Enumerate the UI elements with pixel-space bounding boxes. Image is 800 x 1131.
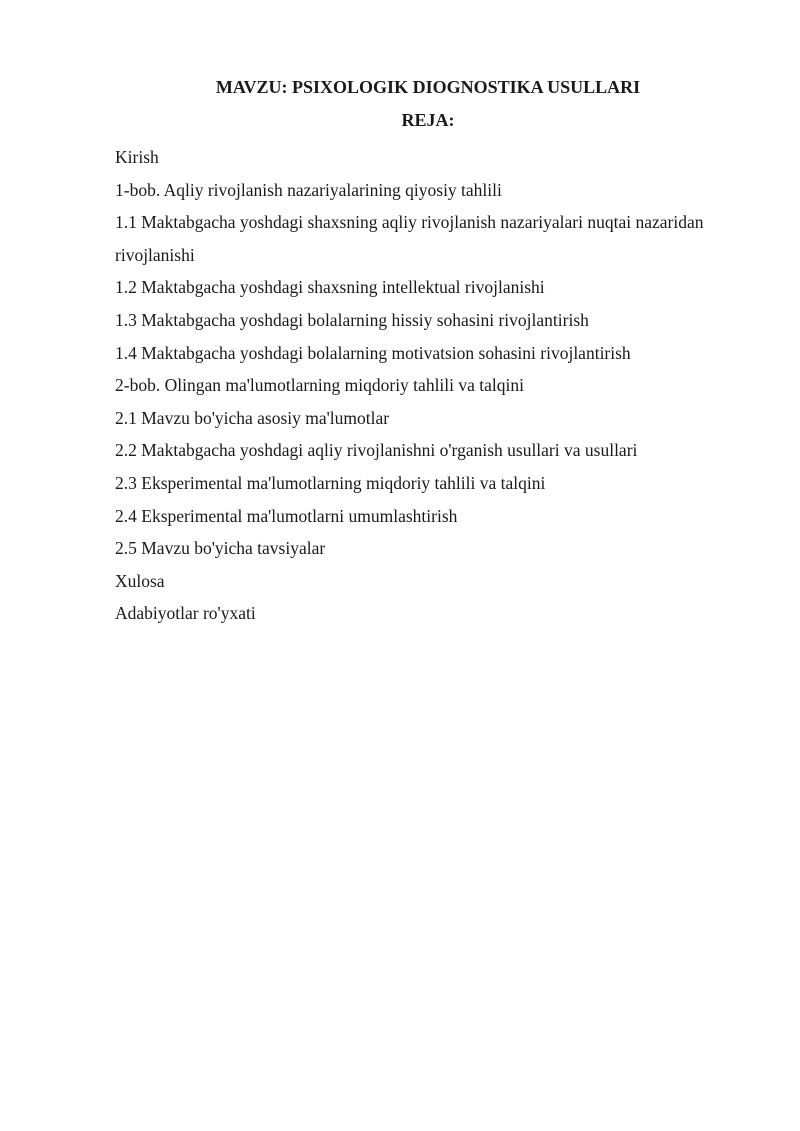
toc-item-2-1: 2.1 Mavzu bo'yicha asosiy ma'lumotlar — [115, 407, 390, 428]
plan-heading: REJA: — [401, 110, 455, 130]
toc-item-1-4: 1.4 Maktabgacha yoshdagi bolalarning motivatsion sohasini rivojlantirish — [115, 342, 631, 363]
toc-item-chapter-1: 1-bob. Aqliy rivojlanish nazariyalarining qiyosiy tahlili — [115, 179, 502, 200]
toc-item-2-3: 2.3 Eksperimental ma'lumotlarning miqdoriy tahlili va talqini — [115, 472, 546, 493]
toc-item-2-2: 2.2 Maktabgacha yoshdagi aqliy rivojlanishni o'rganish usullari va usullari — [115, 440, 638, 461]
toc-item-1-3: 1.3 Maktabgacha yoshdagi bolalarning hissiy sohasini rivojlantirish — [115, 309, 589, 330]
document-title: MAVZU: PSIXOLOGIK DIOGNOSTIKA USULLARI — [215, 77, 641, 97]
toc-item-2-4: 2.4 Eksperimental ma'lumotlarni umumlashtirish — [115, 505, 458, 526]
toc-item-chapter-2: 2-bob. Olingan ma'lumotlarning miqdoriy tahlili va talqini — [115, 375, 524, 396]
toc-item-introduction: Kirish — [115, 147, 159, 167]
toc-item-1-2: 1.2 Maktabgacha yoshdagi shaxsning intellektual rivojlanishi — [115, 277, 545, 298]
toc-item-bibliography: Adabiyotlar ro'yxati — [115, 603, 256, 624]
toc-item-conclusion: Xulosa — [115, 570, 165, 591]
toc-item-1-1: 1.1 Maktabgacha yoshdagi shaxsning aqliy rivojlanish nazariyalari nuqtai nazaridan rivojlanishi — [115, 212, 704, 265]
table-of-contents — [115, 141, 755, 630]
toc-item-2-5: 2.5 Mavzu bo'yicha tavsiyalar — [115, 538, 326, 559]
